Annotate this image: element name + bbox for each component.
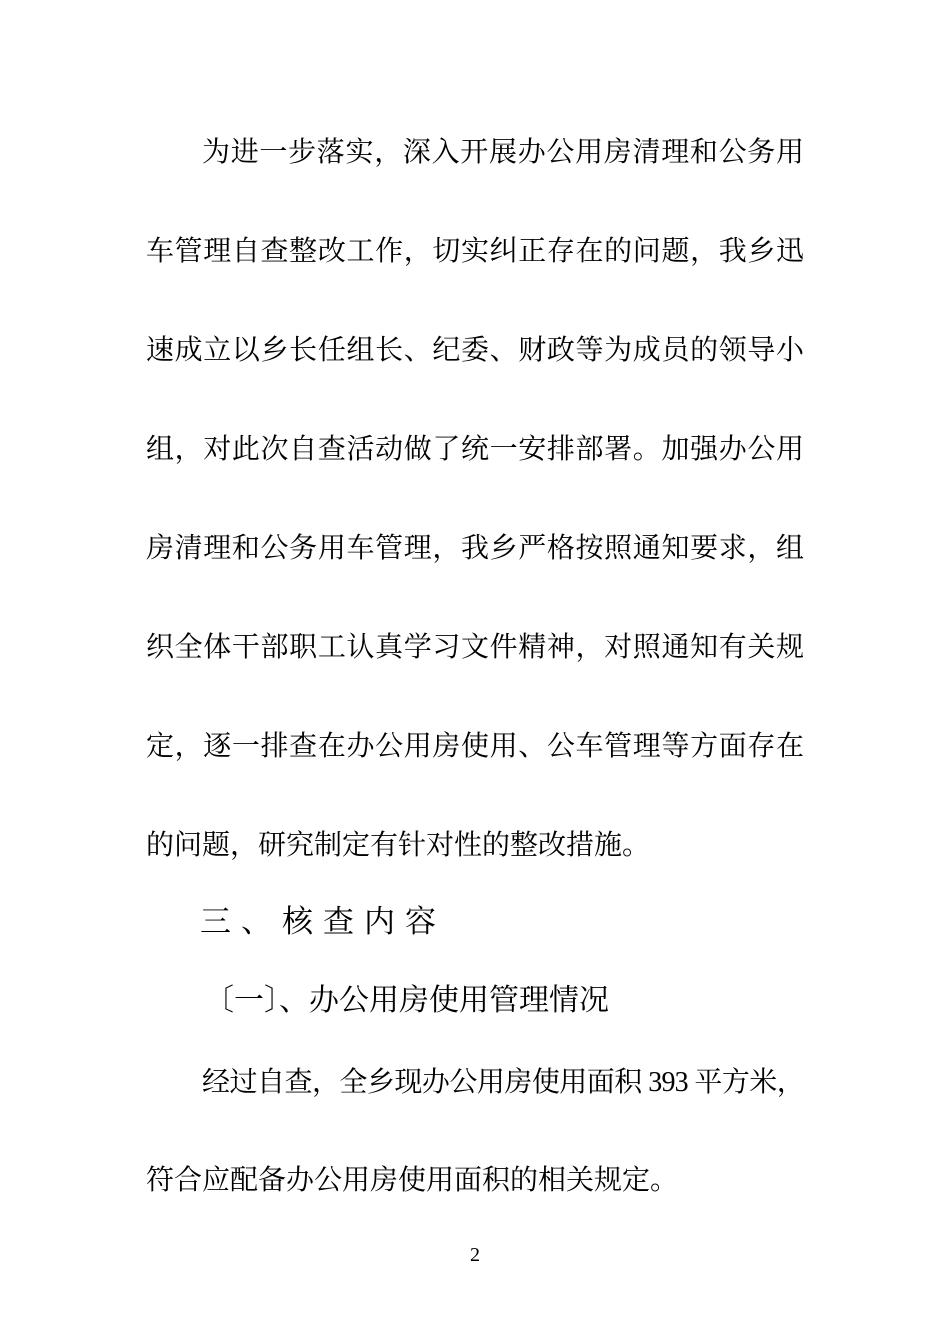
paragraph-line: 的问题，研究制定有针对性的整改措施。: [146, 830, 651, 861]
paragraph-line: 为进一步落实，深入开展办公用房清理和公务用: [202, 137, 804, 168]
page-number: 2: [470, 1244, 480, 1266]
body-paragraph-1: [146, 103, 804, 895]
paragraph-line: 定，逐一排查在办公用房使用、公车管理等方面存在: [146, 731, 804, 762]
paragraph-line: 织全体干部职工认真学习文件精神，对照通知有关规: [146, 632, 804, 663]
paragraph-line: 符合应配备办公用房使用面积的相关规定。: [146, 1165, 679, 1196]
section-heading: 三、核查内容: [200, 904, 446, 939]
paragraph-line: 房清理和公务用车管理，我乡严格按照通知要求，组: [146, 533, 804, 564]
paragraph-line: 速成立以乡长任组长、纪委、财政等为成员的领导小: [146, 335, 804, 366]
paragraph-line: 组，对此次自查活动做了统一安排部署。加强办公用: [146, 434, 804, 465]
paragraph-line: 经过自查，全乡现办公用房使用面积 393 平方米，: [202, 1067, 804, 1098]
subsection-heading: 〔一〕、办公用房使用管理情况: [204, 984, 609, 1017]
paragraph-line: 车管理自查整改工作，切实纠正存在的问题，我乡迅: [146, 236, 804, 267]
body-paragraph-2: [146, 1034, 804, 1230]
